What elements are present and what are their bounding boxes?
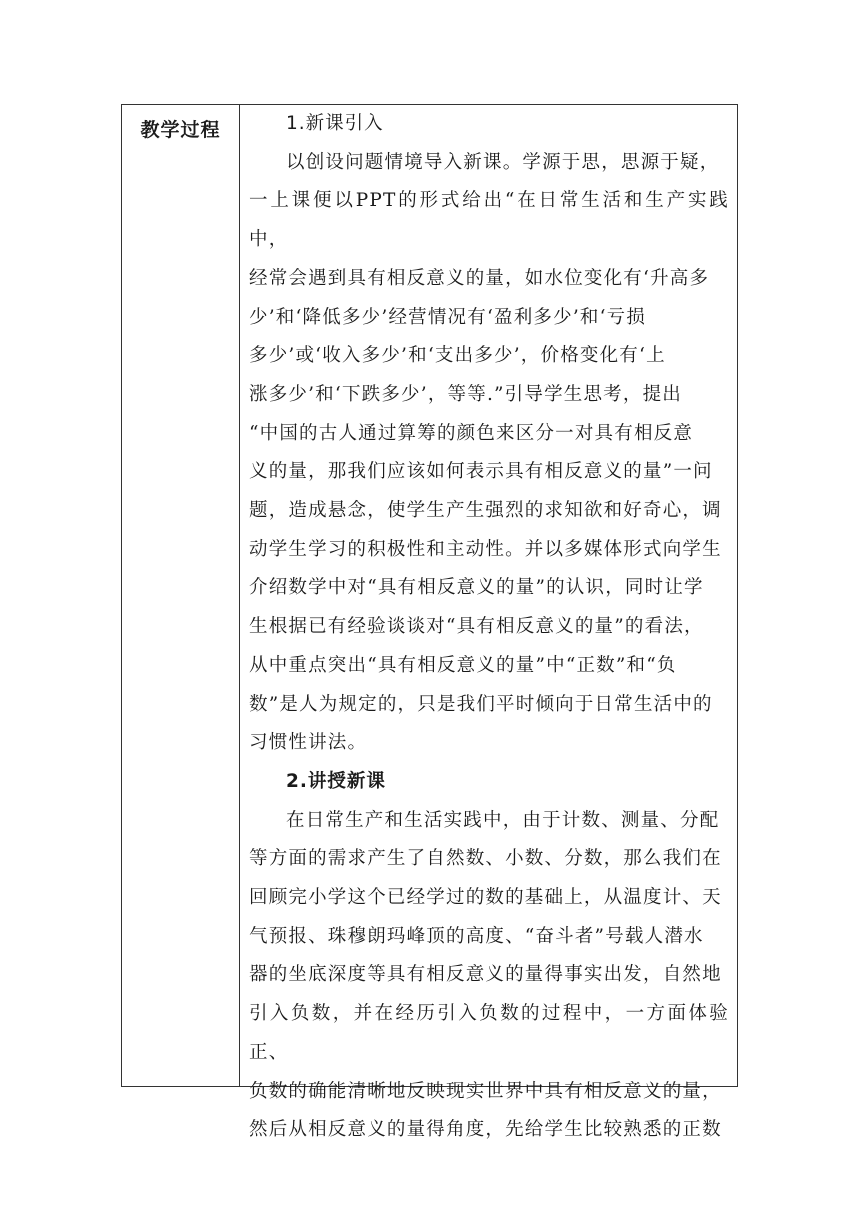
text-line: 器的坐底深度等具有相反意义的量得事实出发，自然地: [249, 964, 722, 986]
section-2-paragraph: [249, 802, 729, 1150]
text-line: 在日常生产和生活实践中，由于计数、测量、分配: [286, 809, 720, 831]
text-line: 少’和‘降低多少’经营情况有‘盈利多少’和‘亏损: [249, 306, 647, 328]
lesson-table: [121, 104, 738, 1141]
section-2-heading: 2.讲授新课: [286, 770, 386, 792]
row-label: 教学过程: [140, 119, 221, 141]
section-1-heading: 1.新课引入: [286, 113, 384, 134]
text-line: “中国的古人通过算筹的颜色来区分一对具有相反意: [249, 422, 694, 444]
text-line: 以创设问题情境导入新课。学源于思，思源于疑，: [286, 151, 720, 173]
text-line: 义的量，那我们应该如何表示具有相反意义的量”一问: [249, 461, 713, 483]
text-line: 引入负数，并在经历引入负数的过程中，一方面体验正、: [249, 1003, 729, 1063]
text-line: 负数的确能清晰地反映现实世界中具有相反意义的量，: [249, 1080, 722, 1102]
text-line: 回顾完小学这个已经学过的数的基础上，从温度计、天: [249, 887, 722, 909]
text-line: 介绍数学中对“具有相反意义的量”的认识，同时让学: [249, 577, 704, 599]
text-line: 习惯性讲法。: [249, 732, 368, 754]
section-1-paragraph: [249, 144, 729, 763]
text-line: 涨多少’和‘下跌多少’，等等.”引导学生思考，提出: [249, 383, 682, 405]
text-line: 气预报、珠穆朗玛峰顶的高度、“奋斗者”号载人潜水: [249, 925, 704, 947]
text-line: 动学生学习的积极性和主动性。并以多媒体形式向学生: [249, 538, 722, 560]
row-label-cell: [122, 105, 240, 1086]
text-line: 经常会遇到具有相反意义的量，如水位变化有‘升高多: [249, 267, 710, 289]
text-line: 数”是人为规定的，只是我们平时倾向于日常生活中的: [249, 693, 713, 715]
text-line: 一上课便以PPT的形式给出“在日常生活和生产实践中，: [249, 190, 729, 251]
content-cell: [240, 105, 737, 1141]
text-line: 然后从相反意义的量得角度，先给学生比较熟悉的正数: [249, 1119, 722, 1141]
text-line: 等方面的需求产生了自然数、小数、分数，那么我们在: [249, 848, 722, 870]
text-line: 题，造成悬念，使学生产生强烈的求知欲和好奇心，调: [249, 500, 722, 522]
text-line: 多少’或‘收入多少’和‘支出多少’，价格变化有‘上: [249, 345, 666, 367]
text-line: 生根据已有经验谈谈对“具有相反意义的量”的看法，: [249, 616, 704, 638]
text-line: 从中重点突出“具有相反意义的量”中“正数”和“负: [249, 654, 677, 676]
